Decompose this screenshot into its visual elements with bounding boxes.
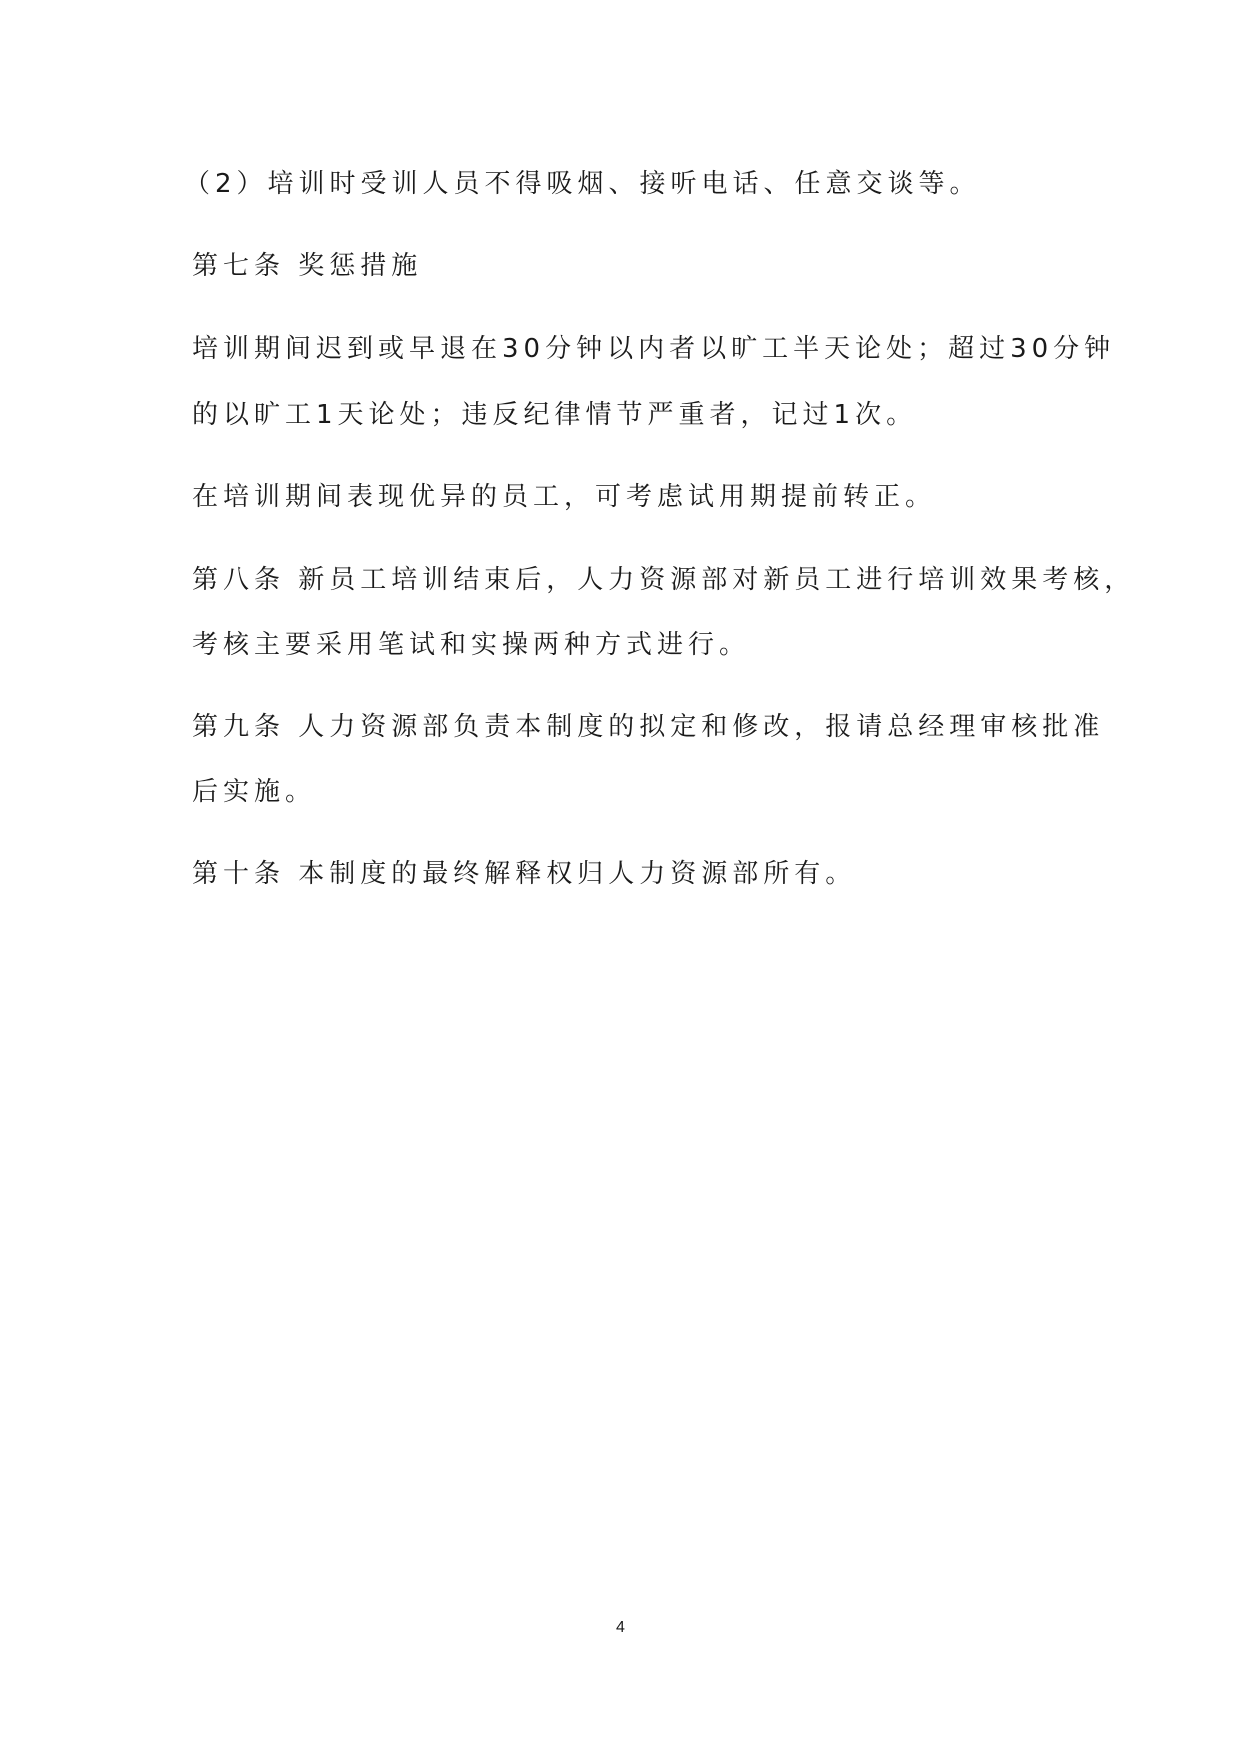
article-7-heading: 第七条 奖惩措施 <box>192 251 423 281</box>
article-7-text-line-2: 的以旷工1天论处；违反纪律情节严重者，记过1次。 <box>192 400 918 430</box>
article-7-text-line-3: 在培训期间表现优异的员工，可考虑试用期提前转正。 <box>192 482 937 512</box>
article-8-line-1: 第八条 新员工培训结束后，人力资源部对新员工进行培训效果考核， <box>192 565 1136 595</box>
rule-item-2: （2）培训时受训人员不得吸烟、接听电话、任意交谈等。 <box>184 169 981 199</box>
article-8-line-2: 考核主要采用笔试和实操两种方式进行。 <box>192 630 751 660</box>
article-7-text-line-1: 培训期间迟到或早退在30分钟以内者以旷工半天论处；超过30分钟 <box>192 334 1116 364</box>
article-9-line-1: 第九条 人力资源部负责本制度的拟定和修改，报请总经理审核批准 <box>192 712 1105 742</box>
page-number: 4 <box>616 1619 625 1636</box>
article-9-line-2: 后实施。 <box>192 777 317 807</box>
article-10: 第十条 本制度的最终解释权归人力资源部所有。 <box>192 859 857 889</box>
